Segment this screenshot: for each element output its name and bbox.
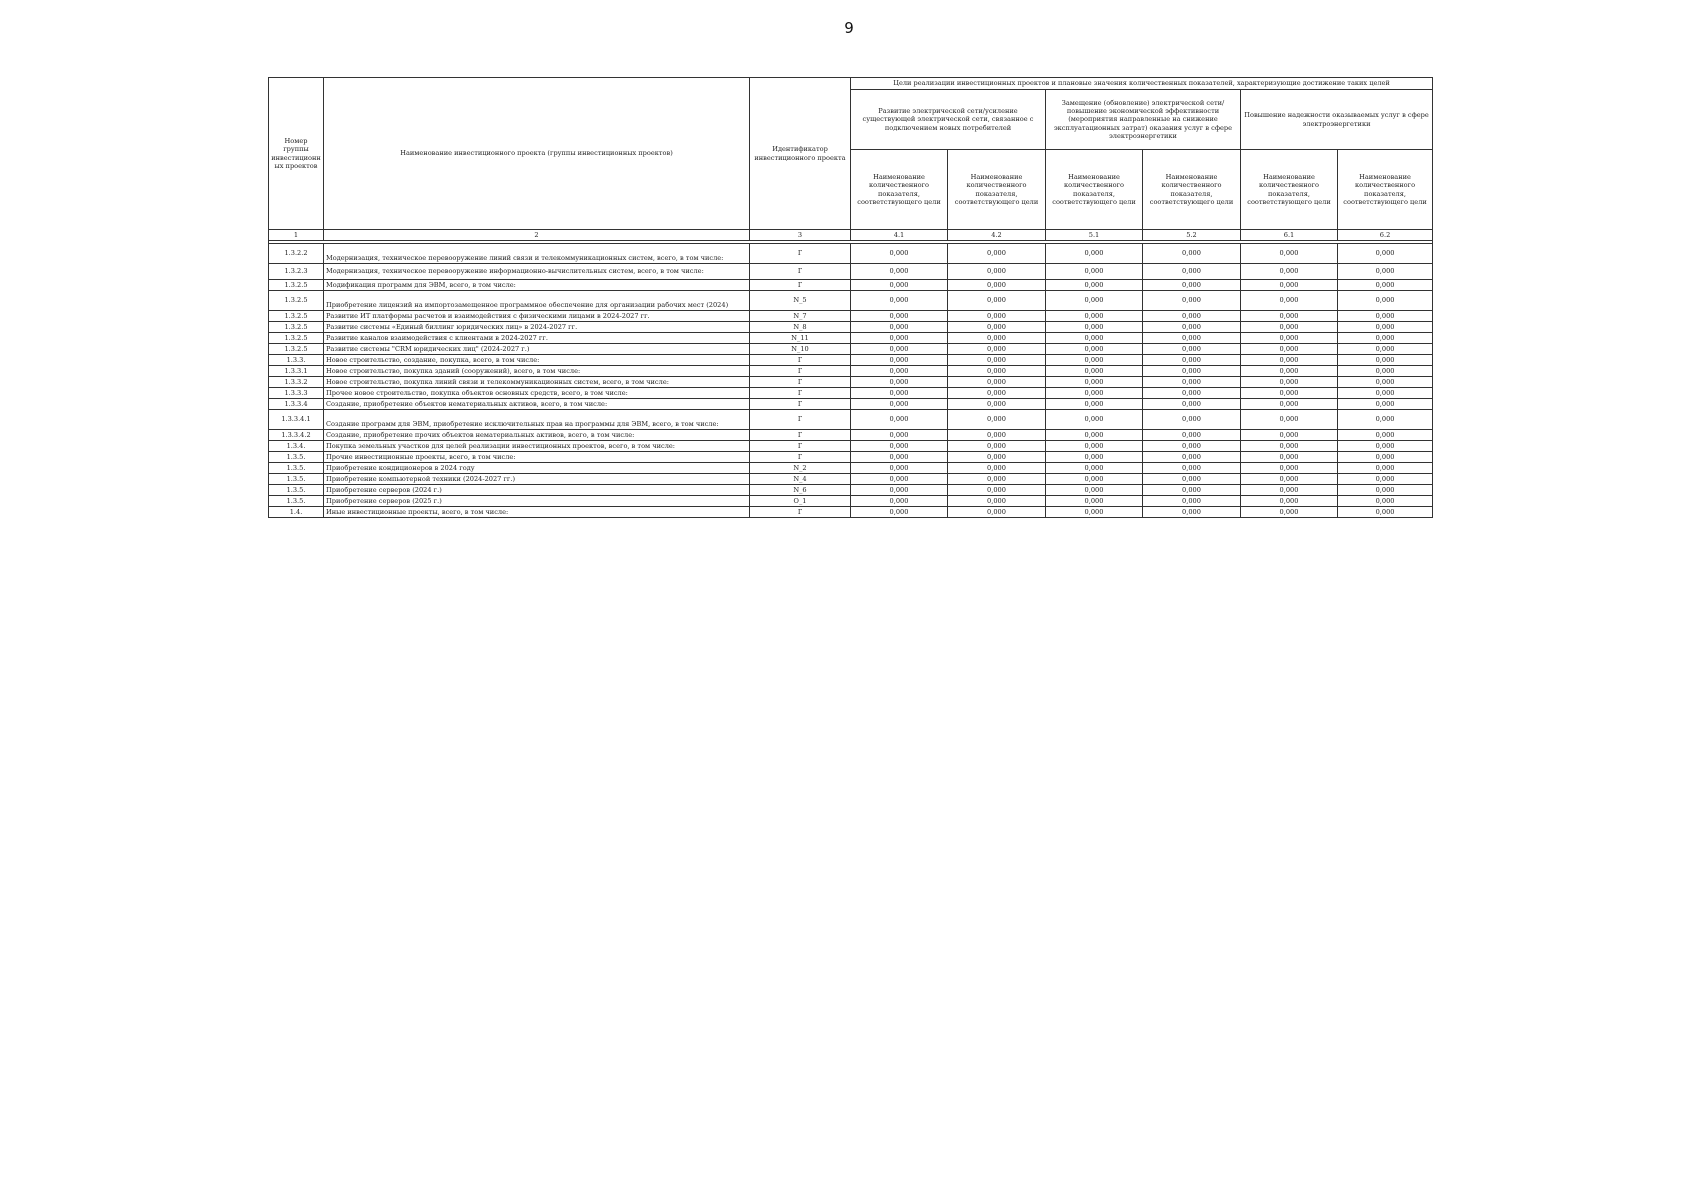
row-indicator-value: 0,000 — [1338, 280, 1433, 291]
row-project-name: Покупка земельных участков для целей реализации инвестиционных проектов, всего, в том числе: — [324, 441, 750, 452]
row-identifier: Г — [750, 377, 851, 388]
row-project-name: Развитие ИТ платформы расчетов и взаимодействия с физическими лицами в 2024-2027 гг. — [324, 311, 750, 322]
column-number: 2 — [324, 230, 750, 241]
column-number: 5.1 — [1046, 230, 1143, 241]
header-project-name: Наименование инвестиционного проекта (группы инвестиционных проектов) — [324, 78, 750, 230]
row-indicator-value: 0,000 — [1338, 244, 1433, 264]
row-indicator-value: 0,000 — [948, 366, 1046, 377]
row-indicator-value: 0,000 — [851, 441, 948, 452]
row-indicator-value: 0,000 — [1338, 355, 1433, 366]
row-project-name: Модернизация, техническое перевооружение информационно-вычислительных систем, всего, в том числе: — [324, 264, 750, 280]
investment-projects-table — [268, 77, 1433, 518]
row-indicator-value: 0,000 — [1338, 452, 1433, 463]
row-indicator-value: 0,000 — [1143, 291, 1241, 311]
row-indicator-value: 0,000 — [1046, 399, 1143, 410]
row-project-name: Прочие инвестиционные проекты, всего, в том числе: — [324, 452, 750, 463]
row-indicator-value: 0,000 — [948, 474, 1046, 485]
row-identifier: Г — [750, 264, 851, 280]
row-indicator-value: 0,000 — [948, 485, 1046, 496]
row-indicator-value: 0,000 — [1241, 507, 1338, 518]
row-indicator-value: 0,000 — [1338, 366, 1433, 377]
row-indicator-value: 0,000 — [1046, 410, 1143, 430]
row-indicator-value: 0,000 — [948, 344, 1046, 355]
table-body — [269, 244, 1433, 518]
column-number: 6.2 — [1338, 230, 1433, 241]
row-group-number: 1.3.2.2 — [269, 244, 324, 264]
header-group-number: Номер группы инвестиционн ых проектов — [269, 78, 324, 230]
row-indicator-value: 0,000 — [1143, 441, 1241, 452]
row-indicator-value: 0,000 — [1143, 322, 1241, 333]
row-indicator-value: 0,000 — [948, 410, 1046, 430]
table-row — [269, 366, 1433, 377]
row-group-number: 1.3.2.5 — [269, 291, 324, 311]
table-row — [269, 244, 1433, 264]
row-project-name: Создание, приобретение прочих объектов нематериальных активов, всего, в том числе: — [324, 430, 750, 441]
header-indicator-4-2: Наименование количественного показателя, соответствующего цели — [948, 150, 1046, 230]
row-indicator-value: 0,000 — [851, 507, 948, 518]
row-indicator-value: 0,000 — [851, 322, 948, 333]
table-row — [269, 291, 1433, 311]
column-number: 4.2 — [948, 230, 1046, 241]
row-indicator-value: 0,000 — [1046, 291, 1143, 311]
table-row — [269, 388, 1433, 399]
row-indicator-value: 0,000 — [1241, 311, 1338, 322]
row-indicator-value: 0,000 — [1143, 410, 1241, 430]
table-row — [269, 463, 1433, 474]
row-identifier: Г — [750, 355, 851, 366]
table-row — [269, 264, 1433, 280]
table-row — [269, 344, 1433, 355]
row-group-number: 1.3.3.2 — [269, 377, 324, 388]
row-indicator-value: 0,000 — [1143, 355, 1241, 366]
table-row — [269, 322, 1433, 333]
row-indicator-value: 0,000 — [1046, 430, 1143, 441]
row-indicator-value: 0,000 — [1143, 474, 1241, 485]
row-indicator-value: 0,000 — [1241, 410, 1338, 430]
row-identifier: N_5 — [750, 291, 851, 311]
row-indicator-value: 0,000 — [1143, 333, 1241, 344]
row-indicator-value: 0,000 — [1143, 264, 1241, 280]
row-indicator-value: 0,000 — [851, 264, 948, 280]
row-group-number: 1.3.5. — [269, 474, 324, 485]
row-project-name: Развитие системы "CRM юридических лиц" (2024-2027 г.) — [324, 344, 750, 355]
row-indicator-value: 0,000 — [1046, 485, 1143, 496]
row-indicator-value: 0,000 — [1046, 377, 1143, 388]
column-number: 6.1 — [1241, 230, 1338, 241]
row-indicator-value: 0,000 — [851, 280, 948, 291]
row-indicator-value: 0,000 — [948, 244, 1046, 264]
row-indicator-value: 0,000 — [948, 333, 1046, 344]
row-indicator-value: 0,000 — [1241, 496, 1338, 507]
row-indicator-value: 0,000 — [1143, 344, 1241, 355]
row-indicator-value: 0,000 — [1046, 496, 1143, 507]
row-indicator-value: 0,000 — [1241, 291, 1338, 311]
row-indicator-value: 0,000 — [1046, 244, 1143, 264]
row-indicator-value: 0,000 — [1338, 333, 1433, 344]
row-group-number: 1.3.2.5 — [269, 322, 324, 333]
row-indicator-value: 0,000 — [851, 366, 948, 377]
row-project-name: Прочее новое строительство, покупка объектов основных средств, всего, в том числе: — [324, 388, 750, 399]
row-indicator-value: 0,000 — [1241, 474, 1338, 485]
row-indicator-value: 0,000 — [948, 388, 1046, 399]
row-project-name: Развитие каналов взаимодействия с клиентами в 2024-2027 гг. — [324, 333, 750, 344]
row-indicator-value: 0,000 — [1241, 344, 1338, 355]
row-indicator-value: 0,000 — [1046, 388, 1143, 399]
header-goal-group-4: Развитие электрической сети/усиление существующей электрической сети, связанное с подключением новых потребителей — [851, 90, 1046, 150]
row-indicator-value: 0,000 — [948, 399, 1046, 410]
row-indicator-value: 0,000 — [1143, 430, 1241, 441]
row-indicator-value: 0,000 — [1338, 410, 1433, 430]
table-row — [269, 452, 1433, 463]
row-indicator-value: 0,000 — [1046, 322, 1143, 333]
row-identifier: N_4 — [750, 474, 851, 485]
row-indicator-value: 0,000 — [1143, 496, 1241, 507]
row-indicator-value: 0,000 — [948, 264, 1046, 280]
row-indicator-value: 0,000 — [1241, 463, 1338, 474]
row-indicator-value: 0,000 — [948, 322, 1046, 333]
table-row — [269, 441, 1433, 452]
row-identifier: N_10 — [750, 344, 851, 355]
row-indicator-value: 0,000 — [1338, 474, 1433, 485]
row-indicator-value: 0,000 — [1338, 485, 1433, 496]
row-indicator-value: 0,000 — [1046, 463, 1143, 474]
row-project-name: Приобретение кондиционеров в 2024 году — [324, 463, 750, 474]
row-indicator-value: 0,000 — [1143, 366, 1241, 377]
row-indicator-value: 0,000 — [1046, 333, 1143, 344]
row-indicator-value: 0,000 — [1241, 377, 1338, 388]
row-indicator-value: 0,000 — [851, 244, 948, 264]
header-indicator-6-1: Наименование количественного показателя, соответствующего цели — [1241, 150, 1338, 230]
row-indicator-value: 0,000 — [1338, 291, 1433, 311]
row-indicator-value: 0,000 — [851, 311, 948, 322]
header-indicator-5-2: Наименование количественного показателя, соответствующего цели — [1143, 150, 1241, 230]
row-indicator-value: 0,000 — [948, 280, 1046, 291]
row-project-name: Создание программ для ЭВМ, приобретение исключительных прав на программы для ЭВМ, всего, в том числе: — [324, 410, 750, 430]
row-indicator-value: 0,000 — [1046, 280, 1143, 291]
row-indicator-value: 0,000 — [1241, 388, 1338, 399]
row-indicator-value: 0,000 — [1241, 264, 1338, 280]
row-indicator-value: 0,000 — [1241, 430, 1338, 441]
row-indicator-value: 0,000 — [1241, 399, 1338, 410]
row-indicator-value: 0,000 — [851, 291, 948, 311]
row-project-name: Развитие системы «Единый биллинг юридических лиц» в 2024-2027 гг. — [324, 322, 750, 333]
row-indicator-value: 0,000 — [1241, 322, 1338, 333]
row-project-name: Модернизация, техническое перевооружение линий связи и телекоммуникационных систем, всего, в том числе: — [324, 244, 750, 264]
row-indicator-value: 0,000 — [851, 496, 948, 507]
row-indicator-value: 0,000 — [1338, 507, 1433, 518]
row-indicator-value: 0,000 — [1143, 507, 1241, 518]
row-identifier: Г — [750, 244, 851, 264]
row-indicator-value: 0,000 — [1046, 311, 1143, 322]
row-identifier: O_1 — [750, 496, 851, 507]
row-indicator-value: 0,000 — [1241, 355, 1338, 366]
row-indicator-value: 0,000 — [1241, 485, 1338, 496]
row-indicator-value: 0,000 — [1046, 344, 1143, 355]
row-identifier: N_2 — [750, 463, 851, 474]
row-indicator-value: 0,000 — [851, 399, 948, 410]
row-identifier: Г — [750, 366, 851, 377]
row-identifier: N_11 — [750, 333, 851, 344]
row-group-number: 1.3.2.5 — [269, 344, 324, 355]
row-identifier: Г — [750, 410, 851, 430]
row-indicator-value: 0,000 — [1046, 474, 1143, 485]
row-indicator-value: 0,000 — [948, 452, 1046, 463]
row-group-number: 1.3.5. — [269, 463, 324, 474]
table-row — [269, 410, 1433, 430]
row-indicator-value: 0,000 — [948, 507, 1046, 518]
row-project-name: Создание, приобретение объектов нематериальных активов, всего, в том числе: — [324, 399, 750, 410]
row-project-name: Иные инвестиционные проекты, всего, в том числе: — [324, 507, 750, 518]
row-indicator-value: 0,000 — [851, 430, 948, 441]
row-indicator-value: 0,000 — [1338, 377, 1433, 388]
row-indicator-value: 0,000 — [851, 452, 948, 463]
row-indicator-value: 0,000 — [1241, 441, 1338, 452]
row-project-name: Приобретение серверов (2024 г.) — [324, 485, 750, 496]
header-identifier: Идентификатор инвестиционного проекта — [750, 78, 851, 230]
row-indicator-value: 0,000 — [1241, 366, 1338, 377]
row-identifier: Г — [750, 280, 851, 291]
row-indicator-value: 0,000 — [1143, 485, 1241, 496]
table-row — [269, 474, 1433, 485]
row-indicator-value: 0,000 — [1143, 377, 1241, 388]
column-number: 4.1 — [851, 230, 948, 241]
row-indicator-value: 0,000 — [1046, 264, 1143, 280]
row-group-number: 1.3.5. — [269, 485, 324, 496]
row-indicator-value: 0,000 — [1241, 452, 1338, 463]
row-indicator-value: 0,000 — [948, 311, 1046, 322]
row-indicator-value: 0,000 — [1338, 430, 1433, 441]
row-project-name: Приобретение компьютерной техники (2024-2027 гг.) — [324, 474, 750, 485]
row-indicator-value: 0,000 — [1338, 463, 1433, 474]
row-indicator-value: 0,000 — [1241, 244, 1338, 264]
column-number: 3 — [750, 230, 851, 241]
row-indicator-value: 0,000 — [1143, 463, 1241, 474]
table-row — [269, 485, 1433, 496]
row-indicator-value: 0,000 — [1046, 366, 1143, 377]
row-indicator-value: 0,000 — [1046, 507, 1143, 518]
row-group-number: 1.3.3.4.1 — [269, 410, 324, 430]
row-group-number: 1.3.5. — [269, 496, 324, 507]
row-group-number: 1.4. — [269, 507, 324, 518]
row-indicator-value: 0,000 — [1241, 333, 1338, 344]
header-indicator-6-2: Наименование количественного показателя, соответствующего цели — [1338, 150, 1433, 230]
row-indicator-value: 0,000 — [948, 430, 1046, 441]
row-indicator-value: 0,000 — [1046, 355, 1143, 366]
row-indicator-value: 0,000 — [948, 496, 1046, 507]
row-group-number: 1.3.2.5 — [269, 280, 324, 291]
row-indicator-value: 0,000 — [1338, 399, 1433, 410]
row-indicator-value: 0,000 — [1338, 344, 1433, 355]
row-indicator-value: 0,000 — [948, 441, 1046, 452]
row-identifier: Г — [750, 452, 851, 463]
row-project-name: Новое строительство, покупка линий связи и телекоммуникационных систем, всего, в том числе: — [324, 377, 750, 388]
page-number: 9 — [844, 19, 854, 37]
row-indicator-value: 0,000 — [851, 377, 948, 388]
header-goal-group-6: Повышение надежности оказываемых услуг в сфере электроэнергетики — [1241, 90, 1433, 150]
row-group-number: 1.3.3.3 — [269, 388, 324, 399]
row-indicator-value: 0,000 — [1338, 388, 1433, 399]
row-group-number: 1.3.2.5 — [269, 333, 324, 344]
row-identifier: N_8 — [750, 322, 851, 333]
header-indicator-5-1: Наименование количественного показателя, соответствующего цели — [1046, 150, 1143, 230]
column-number: 5.2 — [1143, 230, 1241, 241]
row-indicator-value: 0,000 — [1046, 441, 1143, 452]
row-indicator-value: 0,000 — [851, 463, 948, 474]
row-indicator-value: 0,000 — [1143, 280, 1241, 291]
row-group-number: 1.3.5. — [269, 452, 324, 463]
row-indicator-value: 0,000 — [948, 463, 1046, 474]
row-indicator-value: 0,000 — [948, 377, 1046, 388]
row-identifier: Г — [750, 388, 851, 399]
row-indicator-value: 0,000 — [851, 474, 948, 485]
row-identifier: Г — [750, 399, 851, 410]
row-indicator-value: 0,000 — [851, 410, 948, 430]
row-group-number: 1.3.2.3 — [269, 264, 324, 280]
row-identifier: N_7 — [750, 311, 851, 322]
table-row — [269, 377, 1433, 388]
row-indicator-value: 0,000 — [1338, 441, 1433, 452]
row-indicator-value: 0,000 — [851, 344, 948, 355]
table-row — [269, 496, 1433, 507]
row-indicator-value: 0,000 — [1046, 452, 1143, 463]
row-project-name: Модификация программ для ЭВМ, всего, в том числе: — [324, 280, 750, 291]
row-group-number: 1.3.3.1 — [269, 366, 324, 377]
row-group-number: 1.3.3. — [269, 355, 324, 366]
table-row — [269, 333, 1433, 344]
row-project-name: Новое строительство, покупка зданий (сооружений), всего, в том числе: — [324, 366, 750, 377]
row-project-name: Приобретение лицензий на импортозамещенное программное обеспечение для организации рабочих мест (2024) — [324, 291, 750, 311]
table-row — [269, 507, 1433, 518]
row-identifier: Г — [750, 507, 851, 518]
table-row — [269, 430, 1433, 441]
row-indicator-value: 0,000 — [851, 355, 948, 366]
row-group-number: 1.3.3.4 — [269, 399, 324, 410]
header-goals-title: Цели реализации инвестиционных проектов и плановые значения количественных показателей, характеризующие достижение таких целей — [851, 78, 1433, 90]
row-indicator-value: 0,000 — [851, 485, 948, 496]
row-group-number: 1.3.4. — [269, 441, 324, 452]
row-group-number: 1.3.3.4.2 — [269, 430, 324, 441]
column-numbers-row — [269, 230, 1433, 241]
row-indicator-value: 0,000 — [1338, 322, 1433, 333]
row-indicator-value: 0,000 — [948, 355, 1046, 366]
row-group-number: 1.3.2.5 — [269, 311, 324, 322]
row-indicator-value: 0,000 — [851, 333, 948, 344]
row-identifier: N_6 — [750, 485, 851, 496]
row-indicator-value: 0,000 — [1338, 264, 1433, 280]
table-row — [269, 399, 1433, 410]
row-indicator-value: 0,000 — [1143, 452, 1241, 463]
row-indicator-value: 0,000 — [948, 291, 1046, 311]
row-indicator-value: 0,000 — [851, 388, 948, 399]
row-indicator-value: 0,000 — [1143, 311, 1241, 322]
row-project-name: Приобретение серверов (2025 г.) — [324, 496, 750, 507]
row-indicator-value: 0,000 — [1143, 388, 1241, 399]
table-row — [269, 355, 1433, 366]
row-identifier: Г — [750, 430, 851, 441]
row-indicator-value: 0,000 — [1241, 280, 1338, 291]
row-indicator-value: 0,000 — [1143, 399, 1241, 410]
row-identifier: Г — [750, 441, 851, 452]
header-indicator-4-1: Наименование количественного показателя, соответствующего цели — [851, 150, 948, 230]
row-indicator-value: 0,000 — [1338, 311, 1433, 322]
table-row — [269, 280, 1433, 291]
row-project-name: Новое строительство, создание, покупка, всего, в том числе: — [324, 355, 750, 366]
row-indicator-value: 0,000 — [1338, 496, 1433, 507]
table-row — [269, 311, 1433, 322]
column-number: 1 — [269, 230, 324, 241]
row-indicator-value: 0,000 — [1143, 244, 1241, 264]
header-goal-group-5: Замещение (обновление) электрической сети/повышение экономической эффективности (мероприятия направленные на снижение эксплуатационных затрат) оказания услуг в сфере электроэнергетики — [1046, 90, 1241, 150]
